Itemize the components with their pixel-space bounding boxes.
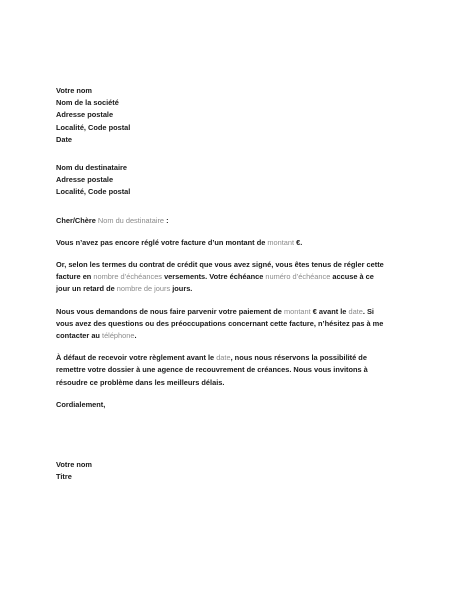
sender-name: Votre nom [56,86,92,95]
sender-company: Nom de la société [56,98,119,108]
recipient-city: Localité, Code postal [56,187,131,197]
p1-suffix: €. [294,237,303,247]
p2-line-1: Or, selon les termes du contrat de crédit que vous avez signé, vous êtes tenus de régler cette [56,260,384,270]
sender-city: Localité, Code postal [56,122,131,132]
paragraph-collection-warning [56,352,408,389]
p1-text: Vous n’avez pas encore réglé votre facture d’un montant de [56,237,268,247]
p3-l1-text-c: . Si [362,306,374,316]
p3-line-2: vous avez des questions ou des préoccupations concernant cette facture, n’hésitez pas à me [56,318,384,328]
p3-l3-text-b: . [134,331,137,341]
p2-l3-text-a: jour un retard de [56,284,117,294]
paragraph-credit-terms [56,259,408,296]
closing: Cordialement, [56,399,106,409]
installments-count-placeholder[interactable]: nombre d’échéances [93,272,163,282]
p3-line-3 [56,330,408,342]
recipient-name: Nom du destinataire [56,163,128,173]
sender-date: Date [56,134,73,144]
sender-block [56,85,408,146]
p3-l1-text-a: Nous vous demandons de nous faire parvenir votre paiement de [56,306,284,316]
sender-address: Adresse postale [56,110,114,120]
p2-line-3 [56,283,408,295]
p2-l2-text-b: versements. Votre échéance [162,272,266,282]
p2-line-2 [56,271,408,283]
paragraph-unpaid-invoice [56,237,408,249]
p3-l3-text-a: contacter au [56,331,103,341]
recipient-address: Adresse postale [56,175,114,185]
p4-line-2: remettre votre dossier à une agence de recouvrement de créances. Nous vous invitons à [56,365,368,375]
signature-block [56,459,408,483]
paragraph-payment-request [56,306,408,343]
salutation-suffix: : [164,215,169,225]
deadline-date-placeholder[interactable]: date [216,353,231,363]
phone-placeholder[interactable]: téléphone [102,331,135,341]
salutation [56,215,408,227]
days-late-placeholder[interactable]: nombre de jours [116,284,171,294]
p2-l2-text-c: accuse à ce [330,272,374,282]
p3-line-1 [56,306,408,318]
payment-amount-placeholder[interactable]: montant [283,306,311,316]
amount-placeholder[interactable]: montant [267,237,295,247]
p2-l2-text-a: facture en [56,272,94,282]
p2-l3-text-b: jours. [170,284,193,294]
p4-l1-text-a: À défaut de recevoir votre règlement avant le [56,353,217,363]
letter-body [56,85,408,483]
salutation-prefix: Cher/Chère [56,215,98,225]
p4-l1-text-b: , nous nous réservons la possibilité de [230,353,367,363]
p3-l1-text-b: € avant le [310,306,349,316]
payment-date-placeholder[interactable]: date [348,306,363,316]
p4-line-3: résoudre ce problème dans les meilleurs délais. [56,377,225,387]
recipient-name-placeholder[interactable]: Nom du destinataire [97,215,165,225]
recipient-block [56,162,408,199]
p4-line-1 [56,352,408,364]
signature-title: Titre [56,472,72,482]
signature-name: Votre nom [56,460,92,470]
installment-number-placeholder[interactable]: numéro d’échéance [265,272,331,282]
